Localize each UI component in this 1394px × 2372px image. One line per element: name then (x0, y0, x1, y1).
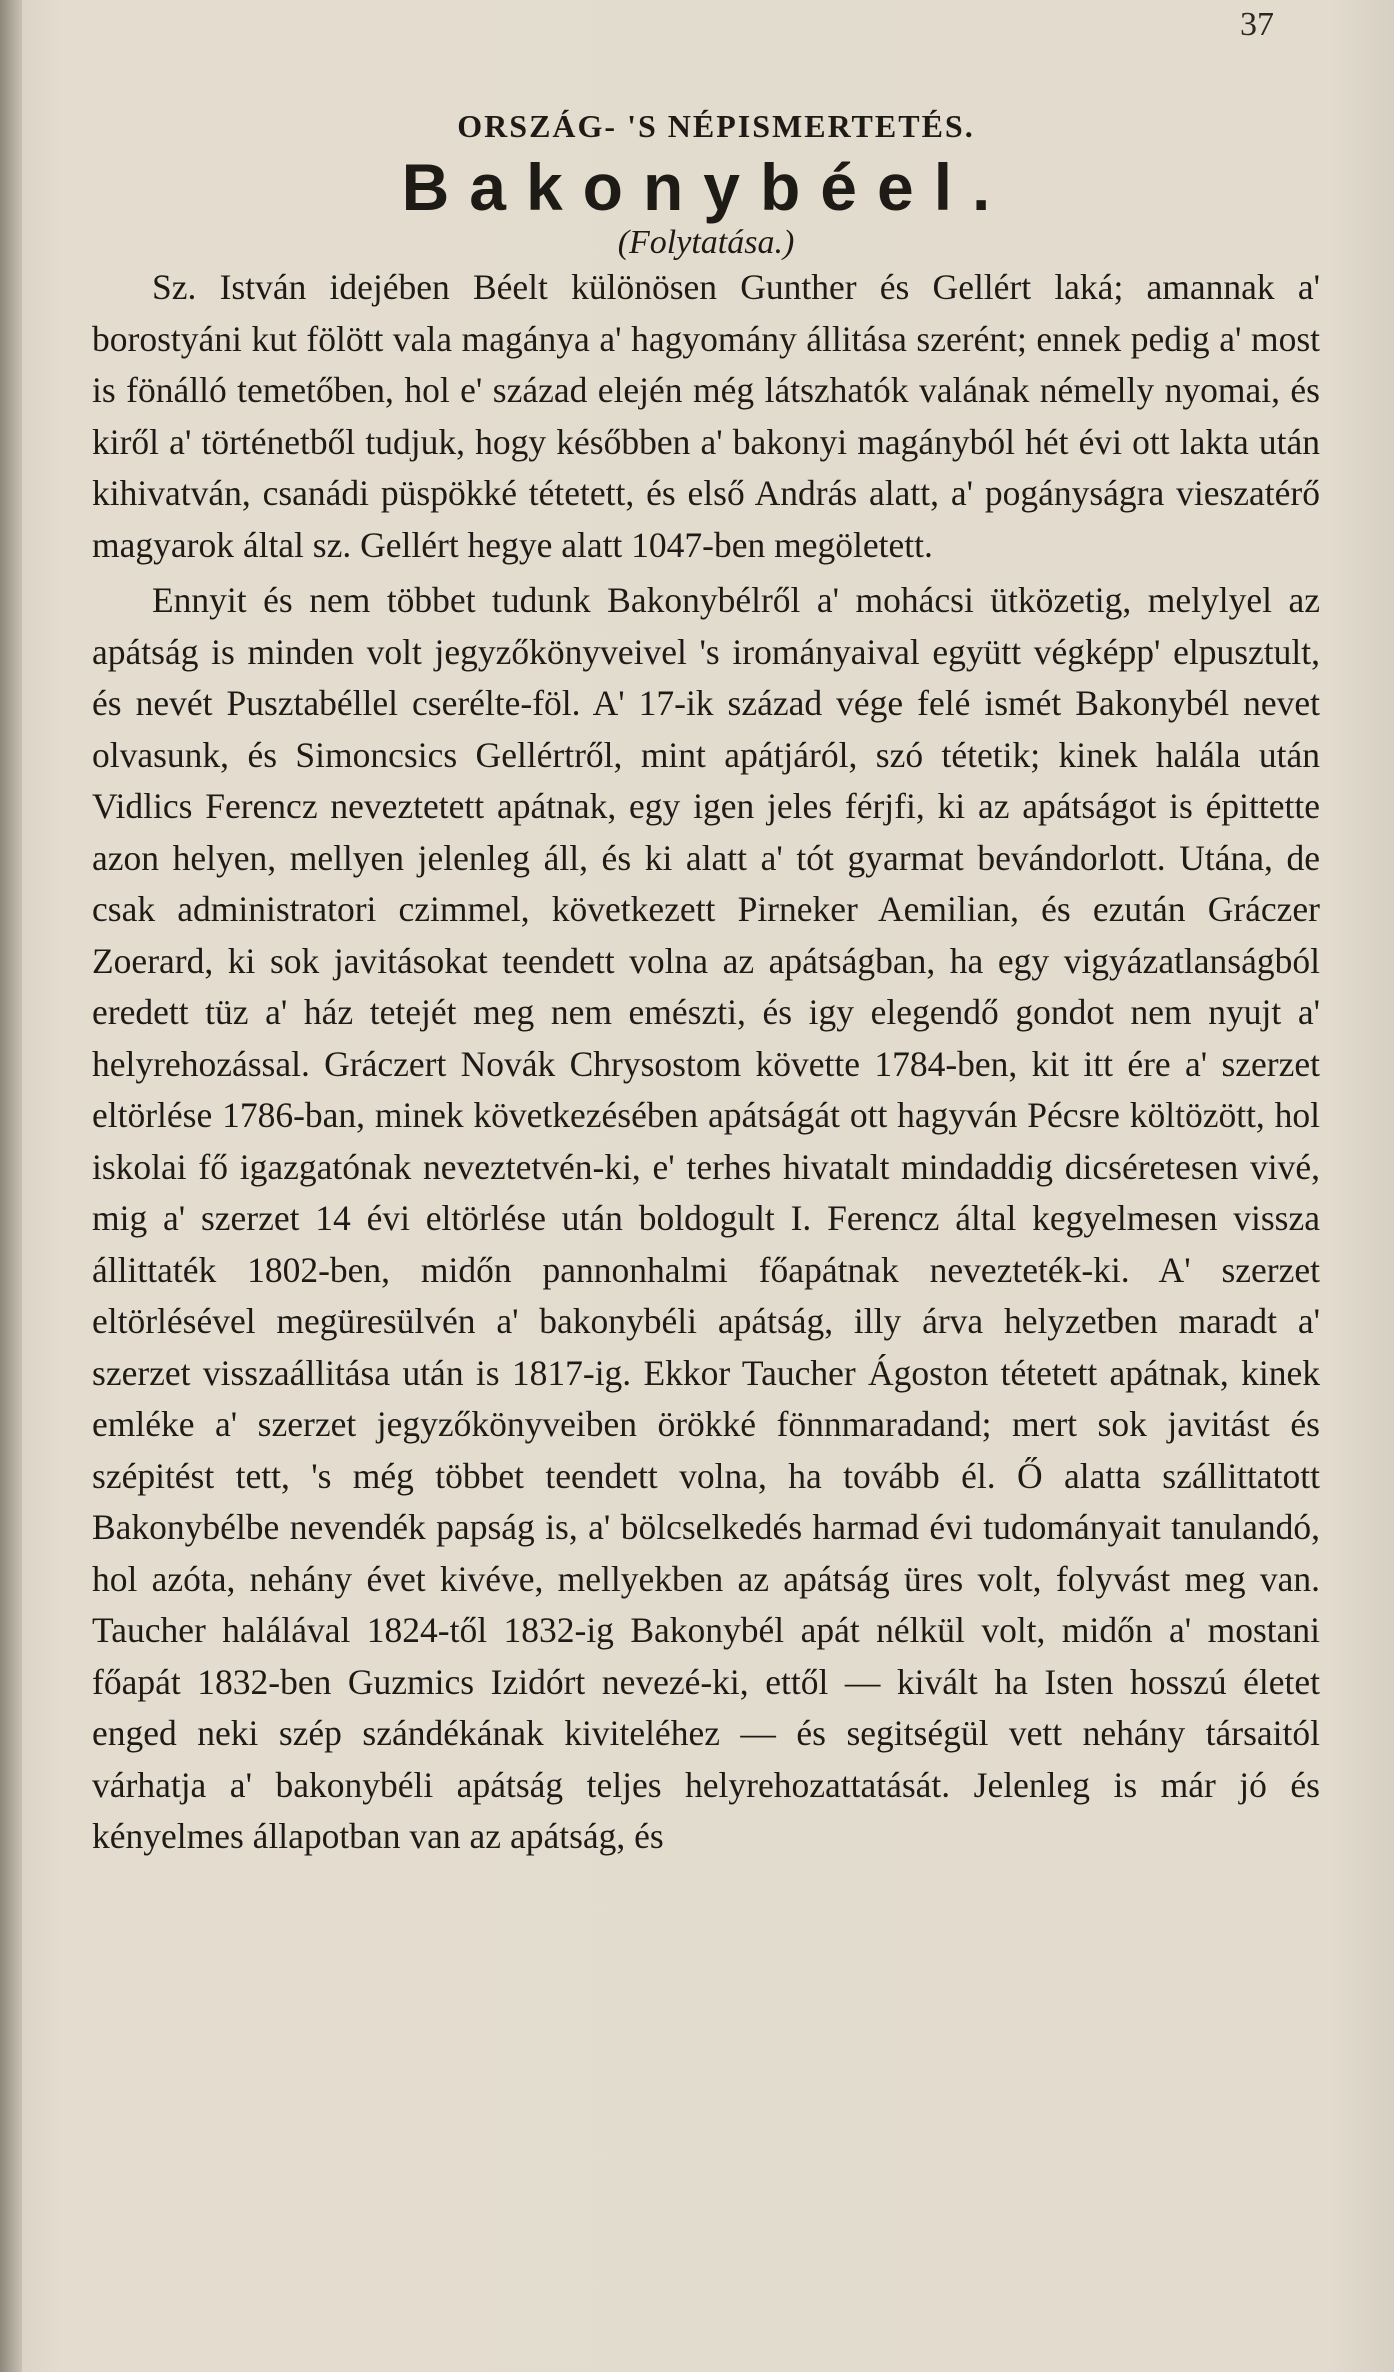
section-heading: ORSZÁG- 'S NÉPISMERTETÉS. (457, 108, 975, 144)
binding-gutter-shadow (0, 0, 22, 2372)
paragraph-1: Sz. István idejében Béelt különösen Gunther és Gellért laká; amannak a' borostyáni kut fölött vala magánya a' hagyomány állitása szerént; ennek pedig a' most is fönálló temetőben, hol e' század elején még látszhatók valának némelly nyomai, és kiről a' történetből tudjuk, hogy későbben a' bakonyi magányból hét évi ott lakta után kihivatván, csanádi püspökké tétetett, és első András alatt, a' pogányságra vieszatérő magyarok által sz. Gellért hegye alatt 1047-ben megöletett. (92, 267, 1320, 565)
article-title: Bakonybéel. (401, 150, 1011, 224)
page-number: 37 (1240, 6, 1274, 43)
page-content (92, 108, 1320, 1863)
article-subtitle: (Folytatása.) (617, 224, 795, 262)
paragraph-2: Ennyit és nem többet tudunk Bakonybélről a' mohácsi ütközetig, melylyel az apátság is minden volt jegyzőkönyveivel 's irományaival együtt végképp' elpusztult, és nevét Pusztabéllel cserélte-föl. A' 17-ik század vége felé ismét Bakonybél nevet olvasunk, és Simoncsics Gellértről, mint apátjáról, szó tétetik; kinek halála után Vidlics Ferencz neveztetett apátnak, egy igen jeles férjfi, ki az apátságot is épittette azon helyen, mellyen jelenleg áll, és ki alatt a' tót gyarmat bevándorlott. Utána, de csak administratori czimmel, következett Pirneker Aemilian, és ezután Gráczer Zoerard, ki sok javitásokat teendett volna az apátságban, ha egy vigyázatlanságból eredett tüz a' ház tetejét meg nem emészti, és igy elegendő gondot nem nyujt a' helyrehozással. Gráczert Novák Chrysostom követte 1784-ben, kit itt ére a' szerzet eltörlése 1786-ban, minek következésében apátságát ott hagyván Pécsre költözött, hol iskolai fő igazgatónak neveztetvén-ki, e' terhes hivatalt mindaddig dicséretesen vivé, mig a' szerzet 14 évi eltörlése után boldogult I. Ferencz által kegyelmesen vissza állittaték 1802-ben, midőn pannonhalmi főapátnak nevezteték-ki. A' szerzet eltörlésével megüresülvén a' bakonybéli apátság, illy árva helyzetben maradt a' szerzet visszaállitása után is 1817-ig. Ekkor Taucher Ágoston tétetett apátnak, kinek emléke a' szerzet jegyzőkönyveiben örökké fönnmaradand; mert sok javitást és szépitést tett, 's még többet teendett volna, ha tovább él. Ő alatta szállittatott Bakonybélbe nevendék papság is, a' bölcselkedés harmad évi tudományait tanulandó, hol azóta, nehány évet kivéve, mellyekben az apátság üres volt, folyvást meg van. Taucher halálával 1824-től 1832-ig Bakonybél apát nélkül volt, midőn a' mostani főapát 1832-ben Guzmics Izidórt nevezé-ki, ettől — kivált ha Isten hosszú életet enged neki szép szándékának kiviteléhez — és segitségül vett nehány társaitól várhatja a' bakonybéli apátság teljes helyrehozattatását. Jelenleg is már jó és kényelmes állapotban van az apátság, és (92, 580, 1320, 1857)
